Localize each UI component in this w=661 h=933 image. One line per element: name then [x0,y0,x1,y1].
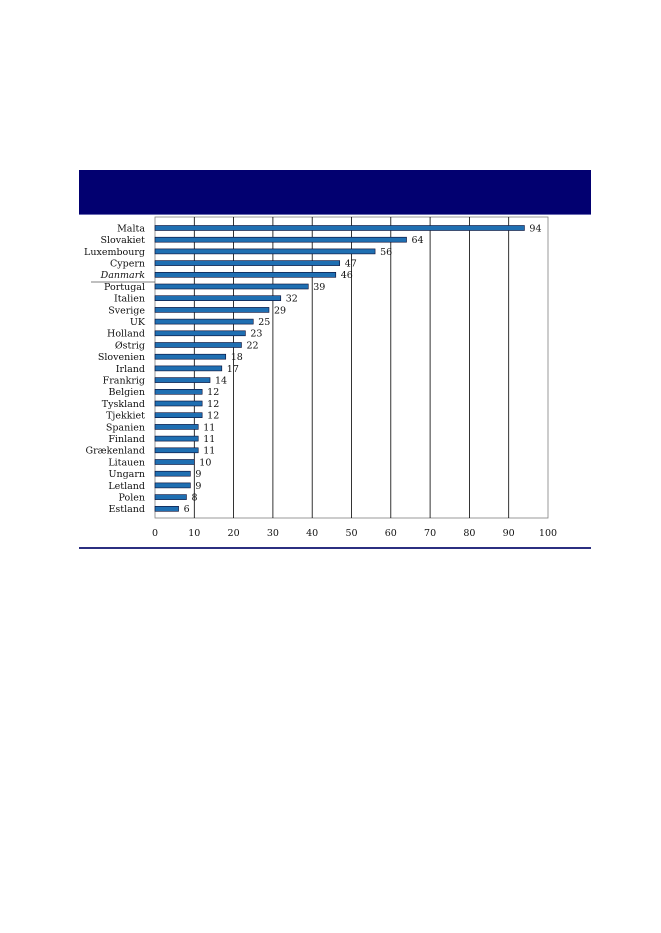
value-label: 29 [273,305,287,317]
value-label: 6 [183,504,190,516]
bar [155,495,186,500]
bar [155,413,202,418]
value-label: 12 [207,398,220,410]
category-label: Tjekkiet [106,410,145,422]
category-label: Holland [107,328,145,340]
value-label: 25 [258,317,271,328]
value-label: 17 [226,363,239,375]
category-label: Luxembourg [84,246,145,258]
category-label: Letland [108,480,145,492]
value-label: 10 [199,457,212,469]
value-label: 14 [215,375,228,387]
x-tick-label: 30 [266,528,279,539]
x-tick-label: 10 [188,528,201,539]
value-label: 22 [246,340,259,352]
category-label: Litauen [108,457,145,469]
category-label: Portugal [104,281,145,293]
bar [155,366,222,371]
value-label: 11 [203,422,216,434]
bar [155,296,281,301]
bar [155,378,210,383]
category-label: Malta [117,223,145,235]
bar [155,506,179,511]
bar [155,424,198,429]
category-label: Estland [108,504,145,516]
category-label: Irland [115,363,145,375]
x-tick-label: 50 [345,528,358,539]
value-label: 23 [250,328,263,340]
category-label: Slovakiet [100,235,145,247]
value-label: 11 [203,434,216,445]
category-label: Frankrig [102,375,145,387]
bar [155,448,198,453]
bottom-rule [79,547,591,549]
x-tick-labels [152,528,557,539]
category-label: Polen [118,492,145,504]
category-labels [84,223,146,515]
value-label: 56 [380,246,393,258]
bar [155,284,308,289]
category-label: Østrig [114,340,145,352]
bar [155,460,194,465]
bar [155,401,202,406]
value-label: 9 [195,480,202,492]
bar [155,237,407,242]
bar [155,471,190,476]
value-label: 32 [285,293,298,305]
value-label: 46 [340,270,353,282]
category-label: Danmark [100,270,145,282]
x-tick-label: 90 [502,528,515,539]
bar [155,436,198,441]
x-tick-label: 70 [424,528,437,539]
value-label: 11 [203,445,216,457]
bar [155,343,241,348]
category-label: Belgien [108,387,145,399]
x-tick-label: 40 [306,528,319,539]
value-label: 64 [411,235,424,247]
value-label: 12 [207,387,220,399]
value-label: 39 [313,281,326,293]
bar [155,354,226,359]
bar [155,249,375,254]
value-label: 8 [191,492,198,504]
bar [155,331,245,336]
x-tick-label: 0 [151,528,159,539]
value-label: 94 [529,223,542,235]
bar [155,319,253,324]
category-label: UK [129,317,145,328]
category-label: Ungarn [108,469,145,481]
category-label: Spanien [105,422,145,434]
category-label: Finland [108,434,145,445]
bar [155,226,524,231]
x-tick-label: 20 [227,528,240,539]
value-label: 47 [344,258,357,270]
value-label: 12 [207,410,220,422]
value-label: 18 [230,352,243,364]
bar [155,307,269,312]
category-label: Slovenien [97,352,145,364]
bar [155,261,340,266]
x-tick-label: 60 [384,528,397,539]
category-label: Grækenland [85,445,145,457]
category-label: Sverige [108,305,145,317]
category-label: Italien [113,293,145,305]
category-label: Cypern [110,258,145,270]
category-label: Tyskland [101,398,145,410]
value-label: 9 [195,469,202,481]
bar [155,272,336,277]
bar [155,483,190,488]
x-tick-label: 80 [463,528,476,539]
x-tick-label: 100 [538,528,558,539]
bar [155,389,202,394]
